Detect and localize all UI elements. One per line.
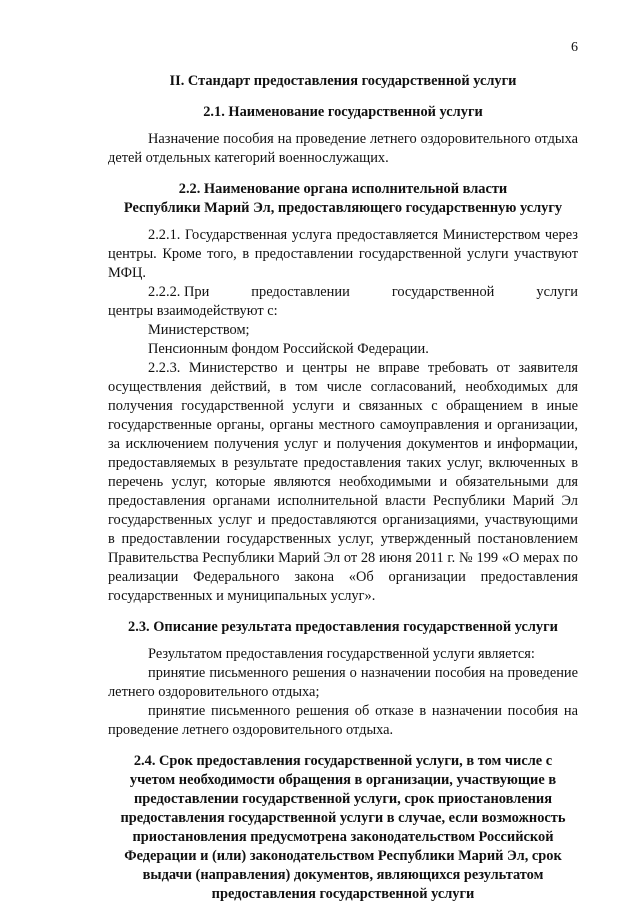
- subsection-2-4-title-line: 2.4. Срок предоставления государственной услуги, в том числе с: [133, 753, 553, 769]
- subsection-2-3-title: 2.3. Описание результата предоставления государственной услуги: [128, 619, 558, 635]
- paragraph-2-3-item2: принятие письменного решения об отказе в назначении пособия на проведение летнего оздоровительного отдыха.: [108, 703, 578, 738]
- paragraph-2-2-2-first-line: [108, 283, 578, 302]
- paragraph-2-3-item1: принятие письменного решения о назначении пособия на проведение летнего оздоровительного отдыха;: [108, 665, 578, 700]
- paragraph-2-2-3: 2.2.3. Министерство и центры не вправе требовать от заявителя осуществления действий, в том числе согласований, необходимых для получения государственной услуги и связанных с обращением в иные государственные органы, органы местного самоуправления и организации, за исключением получения услуг и получения документов и информации, предоставляемых в результате предоставления таких услуг, включенных в перечень услуг, которые являются необходимыми и обязательными для предоставления органами исполнительной власти Республики Марий Эл государственных услуг и предоставляются организациями, участвующими в предоставлении государственных услуг, утвержденный постановлением Правительства Республики Марий Эл от 28 июня 2011 г. № 199 «О мерах по реализации Федерального закона «Об организации предоставления государственных и муниципальных услуг».: [108, 360, 578, 604]
- subsection-2-1-text: Назначение пособия на проведение летнего оздоровительного отдыха детей отдельных категорий военнослужащих.: [108, 131, 578, 166]
- word: услуги: [536, 284, 578, 300]
- word: 2.2.2. При: [148, 284, 210, 300]
- page-number: 6: [571, 40, 578, 55]
- list-item-pension-fund: Пенсионным фондом Российской Федерации.: [148, 341, 429, 357]
- subsection-2-1-title: 2.1. Наименование государственной услуги: [203, 104, 483, 120]
- subsection-2-4-title-line: предоставления государственной услуги в случае, если возможность: [120, 810, 566, 826]
- list-item-ministry: Министерством;: [148, 322, 250, 338]
- subsection-2-4-title-line: приостановления предусмотрена законодательством Российской: [132, 829, 554, 845]
- word: государственной: [391, 284, 495, 300]
- subsection-2-2-title: [108, 180, 578, 218]
- subsection-2-4-title-line: предоставления государственной услуги: [211, 886, 475, 902]
- subsection-2-2-title-line2: Республики Марий Эл, предоставляющего государственную услугу: [123, 200, 563, 216]
- word: предоставлении: [251, 284, 350, 300]
- paragraph-2-2-1: 2.2.1. Государственная услуга предоставляется Министерством через центры. Кроме того, в предоставлении государственной услуги участвуют МФЦ.: [108, 227, 578, 281]
- subsection-2-4-title-line: предоставлении государственной услуги, срок приостановления: [134, 791, 552, 807]
- paragraph-2-2-2-rest: центры взаимодействуют с:: [108, 303, 278, 319]
- subsection-2-4-title-line: учетом необходимости обращения в организации, участвующие в: [129, 772, 557, 788]
- subsection-2-4-title-line: выдачи (направления) документов, являющихся результатом: [142, 867, 544, 883]
- paragraph-2-3-intro: Результатом предоставления государственной услуги является:: [148, 646, 535, 662]
- subsection-2-4-title: [108, 752, 578, 904]
- subsection-2-2-title-line1: 2.2. Наименование органа исполнительной власти: [178, 181, 508, 197]
- section-title: II. Стандарт предоставления государственной услуги: [169, 73, 517, 89]
- subsection-2-4-title-line: Федерации и (или) законодательством Республики Марий Эл, срок: [124, 848, 562, 864]
